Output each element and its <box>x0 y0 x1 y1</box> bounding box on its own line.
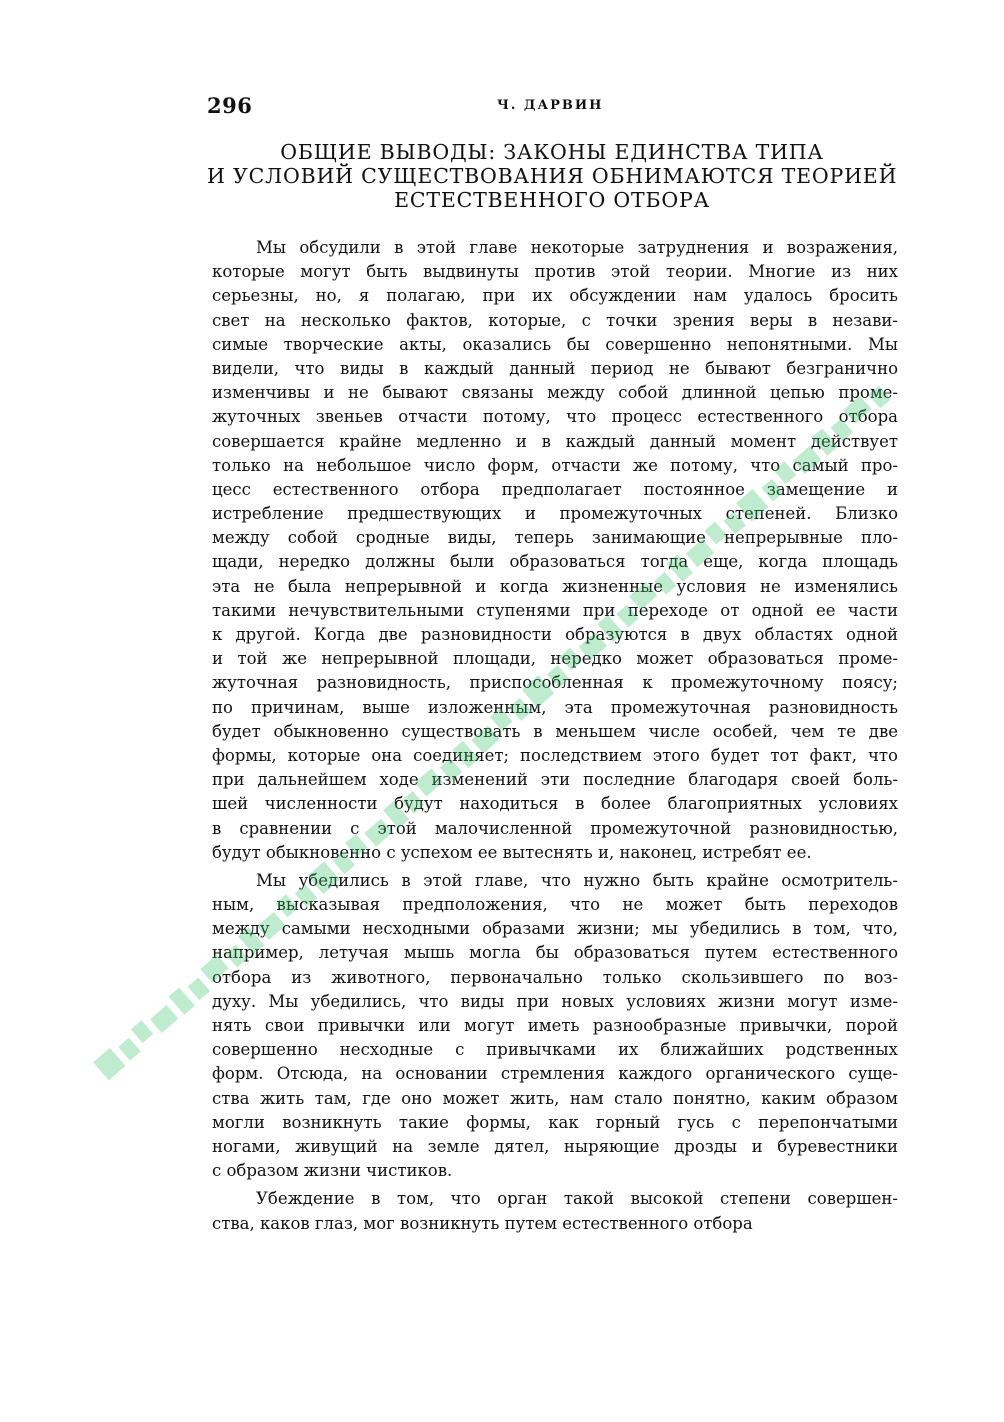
text-line: формы, которые она соединяет; последствием этого будет тот факт, что <box>212 745 898 765</box>
text-line: могли возникнуть такие формы, как горный гусь с перепончатыми <box>212 1112 898 1132</box>
text-line: видели, что виды в каждый данный период не бывают безгранично <box>212 358 898 378</box>
title-line: ОБЩИЕ ВЫВОДЫ: ЗАКОНЫ ЕДИНСТВА ТИПА <box>280 140 824 164</box>
text-line: ногами, живущий на земле дятел, ныряющие дрозды и буревестники <box>212 1136 898 1156</box>
text-line: истребление предшествующих и промежуточных степеней. Близко <box>212 504 898 524</box>
text-line: щади, нередко должны были образоваться тогда еще, когда площадь <box>212 552 898 572</box>
watermark-mark <box>188 977 210 1000</box>
text-line: изменчивы и не бывают связаны между собой длинной цепью проме- <box>212 383 898 403</box>
text-line: ства жить там, где оно может жить, нам стало понятно, каким образом <box>212 1088 898 1108</box>
text-line: жуточная разновидность, приспособленная к промежуточному поясу; <box>212 673 898 693</box>
text-line: Убеждение в том, что орган такой высокой степени совершен- <box>256 1189 898 1209</box>
watermark-mark <box>93 1048 125 1081</box>
text-line: которые могут быть выдвинуты против этой теории. Многие из них <box>212 262 898 282</box>
text-line: между самыми несходными образами жизни; мы убедились в том, что, <box>212 919 898 939</box>
text-line: Мы убедились в этой главе, что нужно быть крайне осмотритель- <box>256 870 898 890</box>
watermark-mark <box>131 1020 153 1043</box>
text-line: эта не была непрерывной и когда жизненные условия не изменялись <box>212 576 898 596</box>
title-line: ЕСТЕСТВЕННОГО ОТБОРА <box>394 188 710 212</box>
text-line: и той же непрерывной площади, нередко может образоваться проме- <box>212 649 898 669</box>
watermark-mark <box>118 1038 140 1061</box>
text-line: по причинам, выше изложенным, эта промежуточная разновидность <box>212 697 898 717</box>
page-number: 296 <box>207 93 253 118</box>
text-line: симые творческие акты, оказались бы совершенно непонятными. Мы <box>212 334 898 354</box>
text-line: только на небольшое число форм, отчасти же потому, что самый про- <box>212 455 898 475</box>
page-header <box>207 93 897 119</box>
text-line: нять свои привычки или могут иметь разнообразные привычки, порой <box>212 1016 898 1035</box>
text-line: будет обыкновенно существовать в меньшем числе особей, чем те две <box>212 721 898 741</box>
text-line: духу. Мы убедились, что виды при новых условиях жизни могут изме- <box>212 991 898 1011</box>
text-line: в сравнении с этой малочисленной промежуточной разновидностью, <box>212 818 898 838</box>
text-line: жуточных звеньев отчасти потому, что процесс естественного отбора <box>212 407 898 427</box>
paragraph <box>212 869 898 1183</box>
text-line: Мы обсудили в этой главе некоторые затруднения и возражения, <box>256 238 898 257</box>
text-line: совершается крайне медленно и в каждый данный момент действует <box>212 431 898 451</box>
paragraph <box>212 1187 898 1235</box>
text-line: между собой сродные виды, теперь занимающие непрерывные пло- <box>212 528 898 548</box>
text-line: к другой. Когда две разновидности образуются в двух областях одной <box>212 625 898 644</box>
watermark-mark <box>169 987 195 1014</box>
text-line: отбора из животного, первоначально только скользившего по воз- <box>212 967 898 987</box>
text-line: при дальнейшем ходе изменений эти последние благодаря своей боль- <box>212 770 898 790</box>
title-line: И УСЛОВИЙ СУЩЕСТВОВАНИЯ ОБНИМАЮТСЯ ТЕОРИЕЙ <box>207 164 898 188</box>
text-line: ным, высказывая предположения, что не может быть переходов <box>212 895 898 915</box>
text-line: например, летучая мышь могла бы образоваться путем естественного <box>212 943 898 963</box>
text-line: серьезны, но, я полагаю, при их обсуждении нам удалось бросить <box>212 286 898 306</box>
text-line: с образом жизни чистиков. <box>212 1161 453 1181</box>
text-line: совершенно несходные с привычками их ближайших родственных <box>212 1040 898 1060</box>
text-line: такими нечувствительными ступенями при переходе от одной ее части <box>212 600 898 620</box>
running-head: Ч. ДАРВИН <box>497 98 604 113</box>
text-line: цесс естественного отбора предполагает постоянное замещение и <box>212 479 898 499</box>
watermark-mark <box>150 1005 178 1033</box>
text-line: будут обыкновенно с успехом ее вытеснять и, наконец, истребят ее. <box>212 842 812 862</box>
body-text <box>212 236 898 1236</box>
text-line: ства, каков глаз, мог возникнуть путем естественного отбора <box>212 1213 753 1233</box>
paragraph <box>212 236 898 865</box>
text-line: свет на несколько фактов, которые, с точки зрения веры в незави- <box>212 310 898 330</box>
text-line: форм. Отсюда, на основании стремления каждого органического суще- <box>212 1064 898 1084</box>
text-line: шей численности будут находиться в более благоприятных условиях <box>212 794 898 814</box>
section-title <box>207 140 897 212</box>
